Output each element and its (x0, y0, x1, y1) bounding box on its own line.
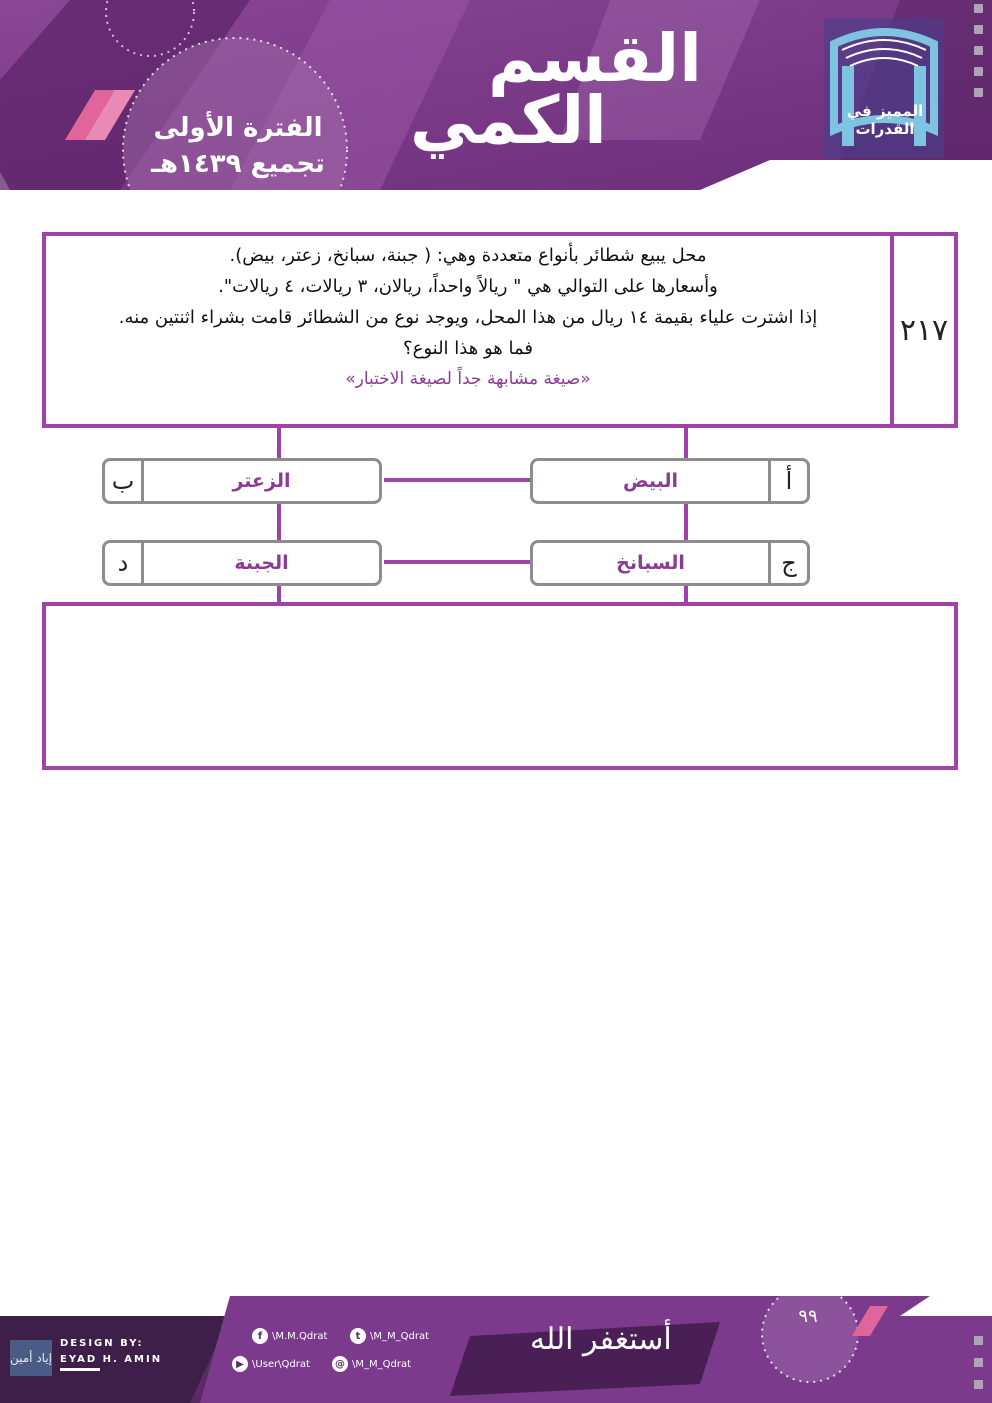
question-line: وأسعارها على التوالي هي " ريالاً واحداً، ريالان، ٣ ريالات، ٤ ريالات". (218, 276, 718, 297)
at-icon: @ (332, 1356, 348, 1372)
page-footer (0, 1296, 992, 1403)
youtube-icon: ▶ (232, 1356, 248, 1372)
period-label: الفترة الأولى (153, 113, 323, 143)
designer-signature-logo: إياد أمين (10, 1340, 52, 1376)
choice-letter: د (105, 543, 144, 583)
question-line: محل يبيع شطائر بأنواع متعددة وهي: ( جبنة، سبانخ، زعتر، بيض). (229, 245, 707, 266)
calligraphy-text: أستغفر الله (530, 1322, 672, 1357)
choice-letter: ب (105, 461, 144, 501)
choice-text: الزعتر (232, 470, 291, 492)
question-box (42, 232, 958, 428)
designer-name: EYAD H. AMIN (60, 1354, 163, 1365)
social-website[interactable] (332, 1356, 411, 1372)
choice-b[interactable] (102, 458, 382, 504)
choice-text: الجبنة (234, 552, 289, 574)
choice-letter: ج (768, 543, 807, 583)
connector-line (384, 478, 532, 482)
social-twitter[interactable] (350, 1328, 429, 1344)
facebook-handle: \M.M.Qdrat (272, 1330, 328, 1342)
answer-box (42, 602, 958, 770)
facebook-icon: f (252, 1328, 268, 1344)
choice-c[interactable] (530, 540, 810, 586)
question-note: «صيغة مشابهة جداً لصيغة الاختبار» (345, 369, 591, 389)
section-title-line1: القسم (488, 20, 702, 97)
youtube-handle: \User\Qdrat (252, 1358, 310, 1370)
social-youtube[interactable] (232, 1356, 310, 1372)
connector-line (384, 560, 532, 564)
decor-squares (974, 0, 988, 109)
choice-text: السبانخ (616, 552, 685, 574)
page-number: ٩٩ (798, 1306, 818, 1327)
website-handle: \M_M_Qdrat (352, 1358, 412, 1370)
logo-text: المميز في القدرات (846, 102, 924, 138)
question-text (46, 236, 890, 424)
twitter-handle: \M_M_Qdrat (370, 1330, 430, 1342)
question-line: فما هو هذا النوع؟ (403, 338, 533, 359)
choice-d[interactable] (102, 540, 382, 586)
page-header (0, 0, 992, 190)
design-credit (60, 1336, 162, 1368)
social-facebook[interactable] (252, 1328, 327, 1344)
design-by-label: DESIGN BY: (60, 1338, 144, 1349)
twitter-icon: t (350, 1328, 366, 1344)
question-line: إذا اشترت علياء بقيمة ١٤ ريال من هذا المحل، ويوجد نوع من الشطائر قامت بشراء اثنتين منه. (118, 307, 818, 328)
section-title-line2: الكمي (410, 82, 607, 159)
choice-text: البيض (622, 470, 679, 492)
question-number: ٢١٧ (890, 236, 954, 424)
choice-letter: أ (768, 461, 807, 501)
choice-a[interactable] (530, 458, 810, 504)
collection-label: تجميع ١٤٣٩هـ (151, 149, 325, 179)
period-badge (128, 80, 348, 190)
